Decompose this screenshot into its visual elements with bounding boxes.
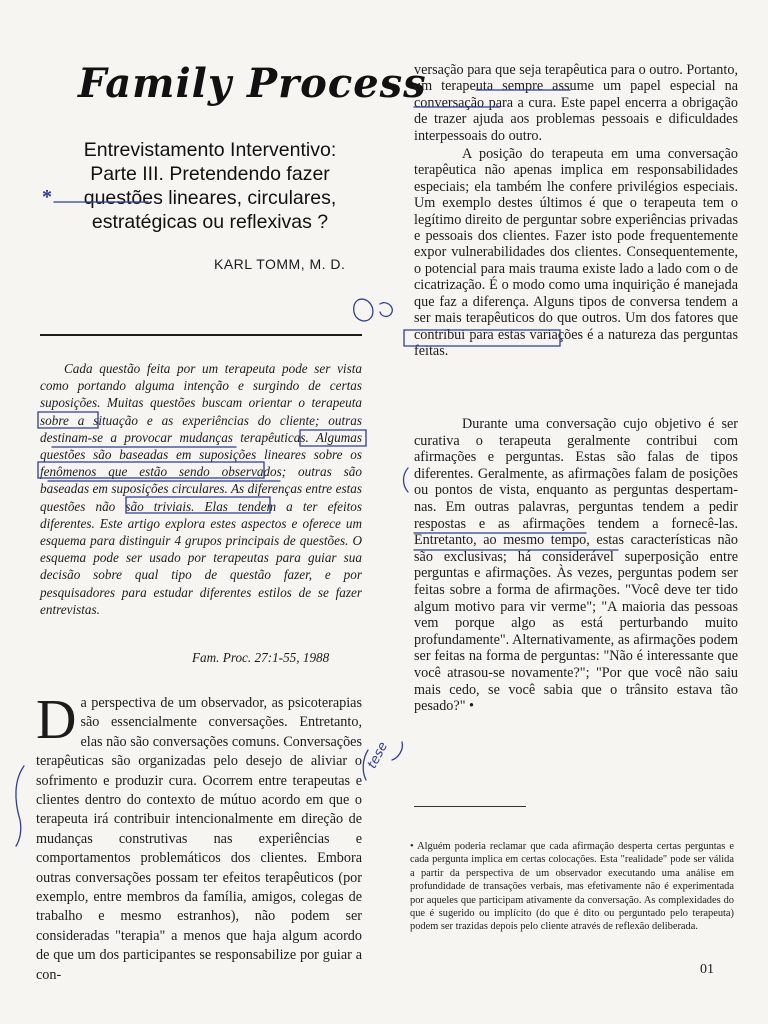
page-number: 01 bbox=[700, 962, 714, 977]
title-line: estratégicas ou reflexivas ? bbox=[91, 211, 329, 233]
body-paragraph: versação para que seja terapêutica para o outro. Portanto, um terapeuta sempre assume um papel especial na conversação para a cura. Este papel encerra a obrigação de trazer ajuda aos problemas pessoais e dificuldades interpessoais do outro. bbox=[414, 62, 738, 144]
ink-circle bbox=[380, 303, 392, 317]
title-line: Entrevistamento Interventivo: bbox=[83, 139, 337, 161]
author: KARL TOMM, M. D. bbox=[214, 256, 346, 272]
title-line: Parte III. Pretendendo fazer bbox=[90, 163, 330, 185]
title-line: questões lineares, circulares, bbox=[83, 187, 337, 209]
body-right-column-lower bbox=[414, 416, 738, 715]
abstract-text: Cada questão feita por um terapeuta pode ser vista como portando alguma intenção e surgindo de certas suposições. Muitas questões buscam orientar o terapeuta sobre a situação e as experiências do cliente; outras destinam-se a provocar mudanças terapêuticas. Algumas questões são baseadas em suposições lineares sobre os fenômenos que estão sendo observados; outras são baseadas em suposições circulares. As diferenças entre estas questões não são triviais. Elas tendem a ter efeitos diferentes. Este artigo explora estes aspectos e oferece um esquema para distinguir 4 grupos principais de questões. O esquema pode ser usado por terapeutas para guiar sua decisão sobre qual tipo de questão fazer, e por pesquisadores para estudar diferentes estilos de se fazer entrevistas. bbox=[40, 361, 362, 617]
abstract bbox=[40, 360, 362, 618]
dropcap: D bbox=[36, 689, 77, 751]
footnote-text: • Alguém poderia reclamar que cada afirmação desperta certas perguntas e cada pergunta implica em certas colocações. Esta "realidade" pode ser válida a partir da perspectiva de um observador executando uma análise em profundidade de transações verbais, mas efetivamente não é experimentada por aqueles que participam ativamente da conversação. As complexidades do que é sugerido ou implícito (do que é dito ou perguntado pelo terapeuta) podem ser trazidas depois pelo cliente através de reflexão deliberada. bbox=[410, 841, 734, 933]
journal-title: Family Process bbox=[78, 60, 427, 107]
body-paragraph: Durante uma conversação cujo objetivo é ser curativa o terapeuta geralmente contribui com afirmações e perguntas. Estas são falas de tipos diferentes. Geralmente, as afirmações falam de posições ou pontos de vista, enquanto as perguntas despertam-nas. Em outras palavras, perguntas tendem a pedir respostas e as afirmações tendem a fornecê-las. Entretanto, ao mesmo tempo, estas características não são exclusivas; há considerável superposição entre perguntas e afirmações. Às vezes, perguntas podem ser feitas sobre a forma de afirmações. "Você deve ter tido algum motivo para vir verme"; "A maioria das pessoas vem porque algo as está perturbando muito profundamente". Alternativamente, as afirmações podem ser feitas na forma de perguntas: "Não é interessante que você atrasou-se novamente?"; "Por que você não saiu mais cedo, se você sabia que o trânsito estava tão pesado?" • bbox=[414, 416, 738, 715]
body-paragraph: A posição do terapeuta em uma conversação terapêutica não apenas implica em responsabilidades especiais; ela também lhe confere privilégios especiais. Um exemplo destes últimos é que o terapeuta tem o legítimo direito de perguntar sobre experiências privadas e pessoais dos clientes. Fazer isto pode frequentemente expor vulnerabilidades dos clientes. Consequentemente, o potencial para mais trauma existe lado a lado com o de cicatrização. É o modo como uma inquirição é manejada que faz a diferença. Alguns tipos de conversa tendem a ser mais terapêuticos do que outros. Um dos fatores que contribui para estas variações é a natureza das perguntas feitas. bbox=[414, 146, 738, 359]
handwritten-margin-note: tese bbox=[364, 739, 392, 772]
article-title bbox=[55, 138, 365, 234]
divider bbox=[40, 334, 362, 336]
citation: Fam. Proc. 27:1-55, 1988 bbox=[192, 650, 330, 665]
star-annotation: * bbox=[42, 186, 52, 208]
ink-bracket bbox=[404, 468, 409, 492]
ink-bracket bbox=[392, 742, 402, 760]
body-left-column bbox=[36, 689, 362, 985]
body-right-column bbox=[414, 62, 738, 359]
footnote-divider bbox=[414, 806, 526, 807]
ink-bracket bbox=[16, 766, 24, 846]
ink-circle bbox=[354, 299, 373, 321]
footnote bbox=[410, 840, 734, 934]
body-paragraph: a perspectiva de um observador, as psicoterapias são essencialmente conversações. Entretanto, elas não são conversações comuns. Conversações terapêuticas são organizadas pelo desejo de aliviar o sofrimento e produzir cura. Ocorrem entre terapeutas e clientes dentro do contexto de mútuo acordo em que o terapeuta irá contribuir intencionalmente em direção de mudanças construtivas nas experiências e comportamentos problemáticos dos clientes. Embora outras conversações possam ter efeitos terapêuticos (por exemplo, entre membros da família, amigos, colegas de trabalho e mesmo estranhos), não podem ser consideradas "terapia" a menos que haja algum acordo de que um dos participantes se responsabilize por guiar a con- bbox=[36, 695, 362, 983]
